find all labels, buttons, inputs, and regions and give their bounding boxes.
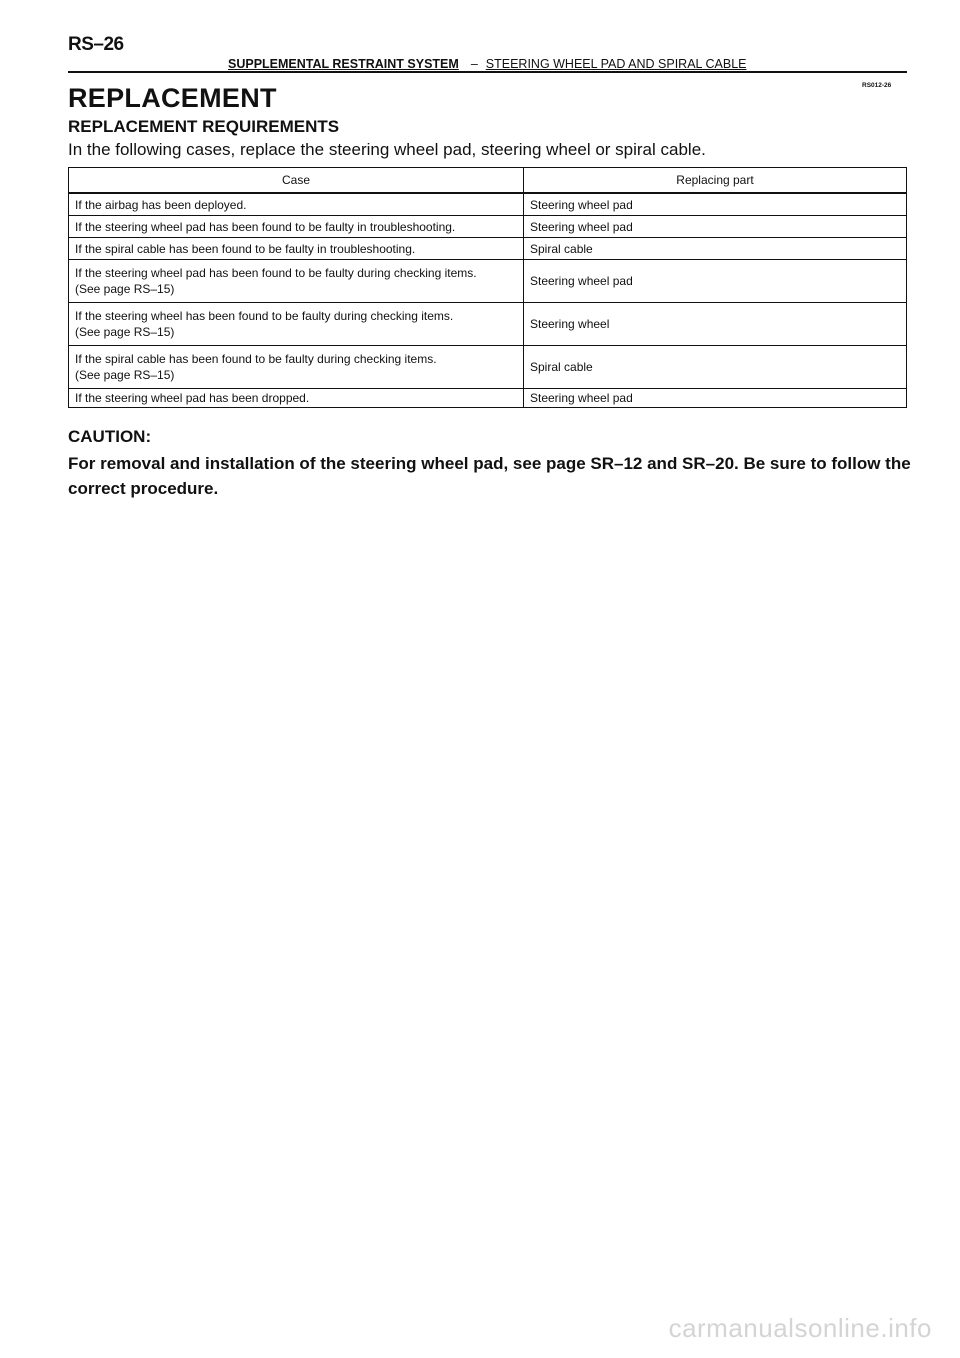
replacing-part-cell: Steering wheel (524, 303, 907, 346)
case-cell (69, 193, 524, 216)
replacing-part-cell: Steering wheel pad (524, 216, 907, 238)
case-text: If the steering wheel pad has been dropped. (75, 391, 310, 405)
replacing-part-cell: Spiral cable (524, 346, 907, 389)
case-cell (69, 260, 524, 303)
watermark: carmanualsonline.info (668, 1313, 932, 1343)
page-reference: (See page RS–15) (75, 325, 175, 339)
case-cell (69, 303, 524, 346)
table-row (69, 216, 907, 238)
table-row (69, 303, 907, 346)
table-row (69, 260, 907, 303)
case-text: If the airbag has been deployed. (75, 197, 247, 212)
table-header-row (69, 168, 907, 194)
header-rule (68, 71, 907, 73)
case-text: If the steering wheel pad has been found to be faulty in troubleshooting. (75, 219, 456, 234)
caution-text: For removal and installation of the steering wheel pad, see page SR–12 and SR–20. Be sure to follow the correct procedure. (68, 454, 911, 498)
page-number: RS–26 (68, 34, 124, 55)
case-text: If the spiral cable has been found to be faulty in troubleshooting. (75, 241, 416, 256)
table-row (69, 389, 907, 408)
table-row (69, 193, 907, 216)
case-cell (69, 389, 524, 408)
column-header-replacing-part: Replacing part (524, 168, 907, 194)
case-cell (69, 346, 524, 389)
subsection-title: STEERING WHEEL PAD AND SPIRAL CABLE (485, 57, 747, 71)
section-heading: REPLACEMENT REQUIREMENTS (68, 117, 340, 136)
case-text: If the steering wheel pad has been found to be faulty during checking items. (75, 266, 477, 280)
case-cell (69, 216, 524, 238)
page-title: REPLACEMENT (68, 83, 277, 113)
replacing-part-cell: Spiral cable (524, 238, 907, 260)
replacing-part-cell: Steering wheel pad (524, 389, 907, 408)
caution-label: CAUTION: (68, 427, 152, 446)
header-separator: – (470, 57, 478, 71)
replacement-requirements-table (68, 167, 907, 408)
intro-paragraph: In the following cases, replace the steering wheel pad, steering wheel or spiral cable. (68, 140, 706, 159)
section-title: SUPPLEMENTAL RESTRAINT SYSTEM (228, 57, 459, 71)
table-row (69, 238, 907, 260)
case-cell (69, 238, 524, 260)
table-row (69, 346, 907, 389)
case-text: If the steering wheel has been found to be faulty during checking items. (75, 309, 454, 323)
replacing-part-cell: Steering wheel pad (524, 260, 907, 303)
replacing-part-cell: Steering wheel pad (524, 193, 907, 216)
document-code: RS012-26 (862, 82, 892, 89)
page-reference: (See page RS–15) (75, 368, 175, 382)
column-header-case: Case (69, 168, 524, 194)
page-reference: (See page RS–15) (75, 282, 175, 296)
running-header (228, 57, 746, 71)
case-text: If the spiral cable has been found to be faulty during checking items. (75, 352, 437, 366)
